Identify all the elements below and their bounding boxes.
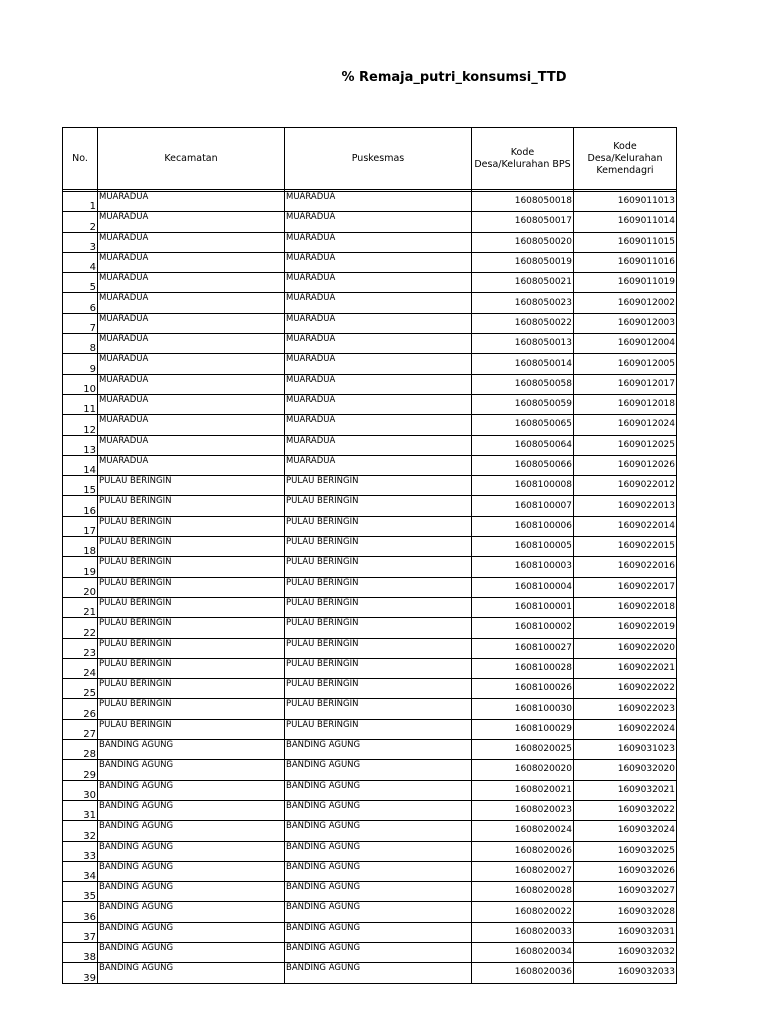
cell-puskesmas: BANDING AGUNG (285, 861, 472, 881)
cell-puskesmas: PULAU BERINGIN (285, 516, 472, 536)
table-row (63, 922, 677, 942)
row-number: 23 (63, 638, 98, 658)
cell-puskesmas: MUARADUA (285, 334, 472, 354)
cell-kode-kemendagri: 1609022013 (574, 496, 677, 516)
row-number: 12 (63, 415, 98, 435)
cell-kode-bps: 1608100001 (472, 597, 574, 617)
cell-kode-bps: 1608050020 (472, 232, 574, 252)
cell-kode-kemendagri: 1609012017 (574, 374, 677, 394)
table-row (63, 415, 677, 435)
table-row (63, 476, 677, 496)
cell-kode-kemendagri: 1609032025 (574, 841, 677, 861)
cell-kode-bps: 1608050021 (472, 273, 574, 293)
cell-kode-kemendagri: 1609012026 (574, 455, 677, 475)
row-number: 24 (63, 658, 98, 678)
cell-puskesmas: MUARADUA (285, 313, 472, 333)
cell-kecamatan: BANDING AGUNG (98, 780, 285, 800)
cell-kecamatan: PULAU BERINGIN (98, 537, 285, 557)
row-number: 19 (63, 557, 98, 577)
table-row (63, 577, 677, 597)
cell-puskesmas: BANDING AGUNG (285, 821, 472, 841)
cell-kode-bps: 1608050013 (472, 334, 574, 354)
cell-kode-kemendagri: 1609022024 (574, 719, 677, 739)
cell-kode-kemendagri: 1609032027 (574, 882, 677, 902)
table-row (63, 537, 677, 557)
cell-puskesmas: BANDING AGUNG (285, 963, 472, 983)
cell-kecamatan: PULAU BERINGIN (98, 679, 285, 699)
row-number: 36 (63, 902, 98, 922)
row-number: 8 (63, 334, 98, 354)
row-number: 39 (63, 963, 98, 983)
cell-kecamatan: PULAU BERINGIN (98, 496, 285, 516)
table-row (63, 354, 677, 374)
cell-puskesmas: MUARADUA (285, 293, 472, 313)
cell-kecamatan: BANDING AGUNG (98, 922, 285, 942)
cell-puskesmas: MUARADUA (285, 455, 472, 475)
cell-kode-kemendagri: 1609012025 (574, 435, 677, 455)
table-body (63, 190, 677, 984)
cell-kode-kemendagri: 1609022014 (574, 516, 677, 536)
cell-puskesmas: MUARADUA (285, 435, 472, 455)
row-number: 29 (63, 760, 98, 780)
table-row (63, 435, 677, 455)
cell-kode-bps: 1608020021 (472, 780, 574, 800)
cell-puskesmas: BANDING AGUNG (285, 780, 472, 800)
cell-kode-kemendagri: 1609032033 (574, 963, 677, 983)
cell-kode-bps: 1608100003 (472, 557, 574, 577)
cell-kode-kemendagri: 1609011013 (574, 192, 677, 212)
cell-kode-kemendagri: 1609032021 (574, 780, 677, 800)
cell-kecamatan: MUARADUA (98, 313, 285, 333)
table-row (63, 334, 677, 354)
table-row (63, 942, 677, 962)
cell-kode-bps: 1608100004 (472, 577, 574, 597)
table-row (63, 861, 677, 881)
row-number: 9 (63, 354, 98, 374)
cell-kode-bps: 1608050023 (472, 293, 574, 313)
table-row (63, 821, 677, 841)
table-row (63, 658, 677, 678)
cell-kode-kemendagri: 1609032028 (574, 902, 677, 922)
cell-puskesmas: MUARADUA (285, 354, 472, 374)
cell-kode-kemendagri: 1609032022 (574, 800, 677, 820)
row-number: 5 (63, 273, 98, 293)
cell-puskesmas: BANDING AGUNG (285, 740, 472, 760)
cell-kode-bps: 1608050058 (472, 374, 574, 394)
cell-kode-kemendagri: 1609011019 (574, 273, 677, 293)
table-row (63, 374, 677, 394)
cell-kecamatan: PULAU BERINGIN (98, 618, 285, 638)
cell-puskesmas: PULAU BERINGIN (285, 597, 472, 617)
table-row (63, 496, 677, 516)
cell-kode-bps: 1608020028 (472, 882, 574, 902)
header-puskesmas: Puskesmas (285, 128, 472, 190)
row-number: 32 (63, 821, 98, 841)
cell-puskesmas: BANDING AGUNG (285, 902, 472, 922)
row-number: 6 (63, 293, 98, 313)
cell-kode-kemendagri: 1609032026 (574, 861, 677, 881)
cell-puskesmas: MUARADUA (285, 212, 472, 232)
cell-puskesmas: PULAU BERINGIN (285, 679, 472, 699)
cell-kode-bps: 1608050018 (472, 192, 574, 212)
cell-puskesmas: MUARADUA (285, 252, 472, 272)
table-row (63, 455, 677, 475)
cell-kecamatan: BANDING AGUNG (98, 902, 285, 922)
cell-kode-bps: 1608100026 (472, 679, 574, 699)
row-number: 11 (63, 394, 98, 414)
cell-puskesmas: MUARADUA (285, 415, 472, 435)
cell-kode-bps: 1608050059 (472, 394, 574, 414)
cell-kode-kemendagri: 1609032032 (574, 942, 677, 962)
cell-kecamatan: MUARADUA (98, 212, 285, 232)
cell-kecamatan: MUARADUA (98, 435, 285, 455)
cell-kecamatan: BANDING AGUNG (98, 963, 285, 983)
row-number: 18 (63, 537, 98, 557)
cell-kecamatan: BANDING AGUNG (98, 942, 285, 962)
header-kode-bps: Kode Desa/Kelurahan BPS (472, 128, 574, 190)
cell-kode-kemendagri: 1609032031 (574, 922, 677, 942)
row-number: 14 (63, 455, 98, 475)
cell-puskesmas: PULAU BERINGIN (285, 618, 472, 638)
cell-kode-kemendagri: 1609022021 (574, 658, 677, 678)
table-row (63, 597, 677, 617)
row-number: 17 (63, 516, 98, 536)
cell-kode-kemendagri: 1609022019 (574, 618, 677, 638)
cell-kode-kemendagri: 1609022012 (574, 476, 677, 496)
data-table (62, 127, 677, 984)
cell-kecamatan: MUARADUA (98, 334, 285, 354)
row-number: 30 (63, 780, 98, 800)
cell-kode-bps: 1608100006 (472, 516, 574, 536)
header-no: No. (63, 128, 98, 190)
cell-kecamatan: PULAU BERINGIN (98, 516, 285, 536)
cell-puskesmas: BANDING AGUNG (285, 841, 472, 861)
cell-kode-kemendagri: 1609011014 (574, 212, 677, 232)
cell-kode-bps: 1608100030 (472, 699, 574, 719)
cell-kecamatan: BANDING AGUNG (98, 760, 285, 780)
cell-kode-bps: 1608100028 (472, 658, 574, 678)
cell-kode-kemendagri: 1609032020 (574, 760, 677, 780)
cell-kecamatan: BANDING AGUNG (98, 800, 285, 820)
cell-puskesmas: PULAU BERINGIN (285, 496, 472, 516)
cell-kode-kemendagri: 1609012018 (574, 394, 677, 414)
cell-kecamatan: MUARADUA (98, 273, 285, 293)
cell-kode-bps: 1608050064 (472, 435, 574, 455)
cell-puskesmas: PULAU BERINGIN (285, 577, 472, 597)
table-row (63, 618, 677, 638)
row-number: 21 (63, 597, 98, 617)
row-number: 13 (63, 435, 98, 455)
cell-puskesmas: BANDING AGUNG (285, 922, 472, 942)
row-number: 28 (63, 740, 98, 760)
cell-puskesmas: BANDING AGUNG (285, 800, 472, 820)
cell-kode-kemendagri: 1609032024 (574, 821, 677, 841)
table-row (63, 252, 677, 272)
cell-puskesmas: PULAU BERINGIN (285, 557, 472, 577)
header-kode-kemendagri: Kode Desa/Kelurahan Kemendagri (574, 128, 677, 190)
cell-kode-bps: 1608100002 (472, 618, 574, 638)
cell-kode-kemendagri: 1609022016 (574, 557, 677, 577)
row-number: 22 (63, 618, 98, 638)
cell-kecamatan: BANDING AGUNG (98, 740, 285, 760)
cell-kecamatan: PULAU BERINGIN (98, 658, 285, 678)
table-row (63, 516, 677, 536)
row-number: 34 (63, 861, 98, 881)
table-row (63, 192, 677, 212)
cell-kode-bps: 1608050017 (472, 212, 574, 232)
cell-kode-bps: 1608020033 (472, 922, 574, 942)
cell-kode-bps: 1608100029 (472, 719, 574, 739)
cell-kecamatan: MUARADUA (98, 252, 285, 272)
cell-puskesmas: MUARADUA (285, 192, 472, 212)
table-row (63, 719, 677, 739)
table-row (63, 963, 677, 983)
table-row (63, 800, 677, 820)
table-row (63, 841, 677, 861)
cell-kecamatan: BANDING AGUNG (98, 821, 285, 841)
cell-kode-bps: 1608020023 (472, 800, 574, 820)
table-row (63, 273, 677, 293)
cell-kecamatan: MUARADUA (98, 192, 285, 212)
cell-puskesmas: BANDING AGUNG (285, 942, 472, 962)
cell-kode-bps: 1608020022 (472, 902, 574, 922)
cell-kode-bps: 1608100007 (472, 496, 574, 516)
cell-kode-bps: 1608020026 (472, 841, 574, 861)
row-number: 35 (63, 882, 98, 902)
cell-kode-kemendagri: 1609011015 (574, 232, 677, 252)
cell-kode-bps: 1608020034 (472, 942, 574, 962)
cell-kode-bps: 1608020025 (472, 740, 574, 760)
cell-kode-kemendagri: 1609031023 (574, 740, 677, 760)
cell-kecamatan: PULAU BERINGIN (98, 638, 285, 658)
cell-puskesmas: BANDING AGUNG (285, 760, 472, 780)
cell-puskesmas: PULAU BERINGIN (285, 699, 472, 719)
table-row (63, 293, 677, 313)
cell-kode-bps: 1608020036 (472, 963, 574, 983)
table-row (63, 313, 677, 333)
table-row (63, 902, 677, 922)
cell-puskesmas: MUARADUA (285, 394, 472, 414)
row-number: 3 (63, 232, 98, 252)
cell-kode-bps: 1608050065 (472, 415, 574, 435)
cell-kecamatan: PULAU BERINGIN (98, 577, 285, 597)
cell-kode-bps: 1608100027 (472, 638, 574, 658)
row-number: 16 (63, 496, 98, 516)
cell-kode-kemendagri: 1609022023 (574, 699, 677, 719)
cell-kode-kemendagri: 1609012003 (574, 313, 677, 333)
cell-kecamatan: MUARADUA (98, 394, 285, 414)
cell-kecamatan: MUARADUA (98, 455, 285, 475)
table-row (63, 212, 677, 232)
table-row (63, 760, 677, 780)
row-number: 33 (63, 841, 98, 861)
cell-kode-bps: 1608100005 (472, 537, 574, 557)
cell-puskesmas: MUARADUA (285, 273, 472, 293)
row-number: 7 (63, 313, 98, 333)
cell-kecamatan: MUARADUA (98, 232, 285, 252)
row-number: 26 (63, 699, 98, 719)
cell-kecamatan: MUARADUA (98, 354, 285, 374)
row-number: 38 (63, 942, 98, 962)
cell-kecamatan: BANDING AGUNG (98, 841, 285, 861)
cell-puskesmas: MUARADUA (285, 232, 472, 252)
cell-kecamatan: PULAU BERINGIN (98, 699, 285, 719)
row-number: 1 (63, 192, 98, 212)
row-number: 10 (63, 374, 98, 394)
table-row (63, 638, 677, 658)
cell-puskesmas: PULAU BERINGIN (285, 537, 472, 557)
cell-kecamatan: BANDING AGUNG (98, 861, 285, 881)
cell-kode-kemendagri: 1609022015 (574, 537, 677, 557)
row-number: 27 (63, 719, 98, 739)
cell-kecamatan: PULAU BERINGIN (98, 557, 285, 577)
table-header-row (63, 128, 677, 190)
cell-kode-kemendagri: 1609022020 (574, 638, 677, 658)
cell-kode-bps: 1608050019 (472, 252, 574, 272)
cell-kecamatan: MUARADUA (98, 415, 285, 435)
cell-kode-bps: 1608100008 (472, 476, 574, 496)
cell-kecamatan: PULAU BERINGIN (98, 719, 285, 739)
cell-kecamatan: PULAU BERINGIN (98, 597, 285, 617)
cell-kode-bps: 1608050014 (472, 354, 574, 374)
cell-kode-bps: 1608020027 (472, 861, 574, 881)
cell-kode-bps: 1608050022 (472, 313, 574, 333)
cell-kode-kemendagri: 1609011016 (574, 252, 677, 272)
cell-puskesmas: PULAU BERINGIN (285, 719, 472, 739)
cell-kecamatan: BANDING AGUNG (98, 882, 285, 902)
row-number: 25 (63, 679, 98, 699)
row-number: 37 (63, 922, 98, 942)
row-number: 2 (63, 212, 98, 232)
table-row (63, 394, 677, 414)
table-row (63, 699, 677, 719)
cell-puskesmas: MUARADUA (285, 374, 472, 394)
table-row (63, 232, 677, 252)
cell-kode-kemendagri: 1609022022 (574, 679, 677, 699)
row-number: 15 (63, 476, 98, 496)
page-title: % Remaja_putri_konsumsi_TTD (341, 70, 567, 85)
cell-kode-kemendagri: 1609012024 (574, 415, 677, 435)
cell-kecamatan: MUARADUA (98, 374, 285, 394)
row-number: 4 (63, 252, 98, 272)
cell-puskesmas: PULAU BERINGIN (285, 476, 472, 496)
cell-puskesmas: PULAU BERINGIN (285, 638, 472, 658)
cell-kode-kemendagri: 1609022017 (574, 577, 677, 597)
header-kecamatan: Kecamatan (98, 128, 285, 190)
cell-kecamatan: PULAU BERINGIN (98, 476, 285, 496)
cell-kode-bps: 1608020024 (472, 821, 574, 841)
cell-kode-bps: 1608050066 (472, 455, 574, 475)
table-row (63, 740, 677, 760)
cell-puskesmas: BANDING AGUNG (285, 882, 472, 902)
cell-kode-kemendagri: 1609012004 (574, 334, 677, 354)
table-row (63, 679, 677, 699)
cell-kode-bps: 1608020020 (472, 760, 574, 780)
row-number: 20 (63, 577, 98, 597)
cell-kode-kemendagri: 1609022018 (574, 597, 677, 617)
cell-kecamatan: MUARADUA (98, 293, 285, 313)
table-row (63, 780, 677, 800)
table-row (63, 882, 677, 902)
cell-kode-kemendagri: 1609012002 (574, 293, 677, 313)
row-number: 31 (63, 800, 98, 820)
table-row (63, 557, 677, 577)
cell-kode-kemendagri: 1609012005 (574, 354, 677, 374)
cell-puskesmas: PULAU BERINGIN (285, 658, 472, 678)
